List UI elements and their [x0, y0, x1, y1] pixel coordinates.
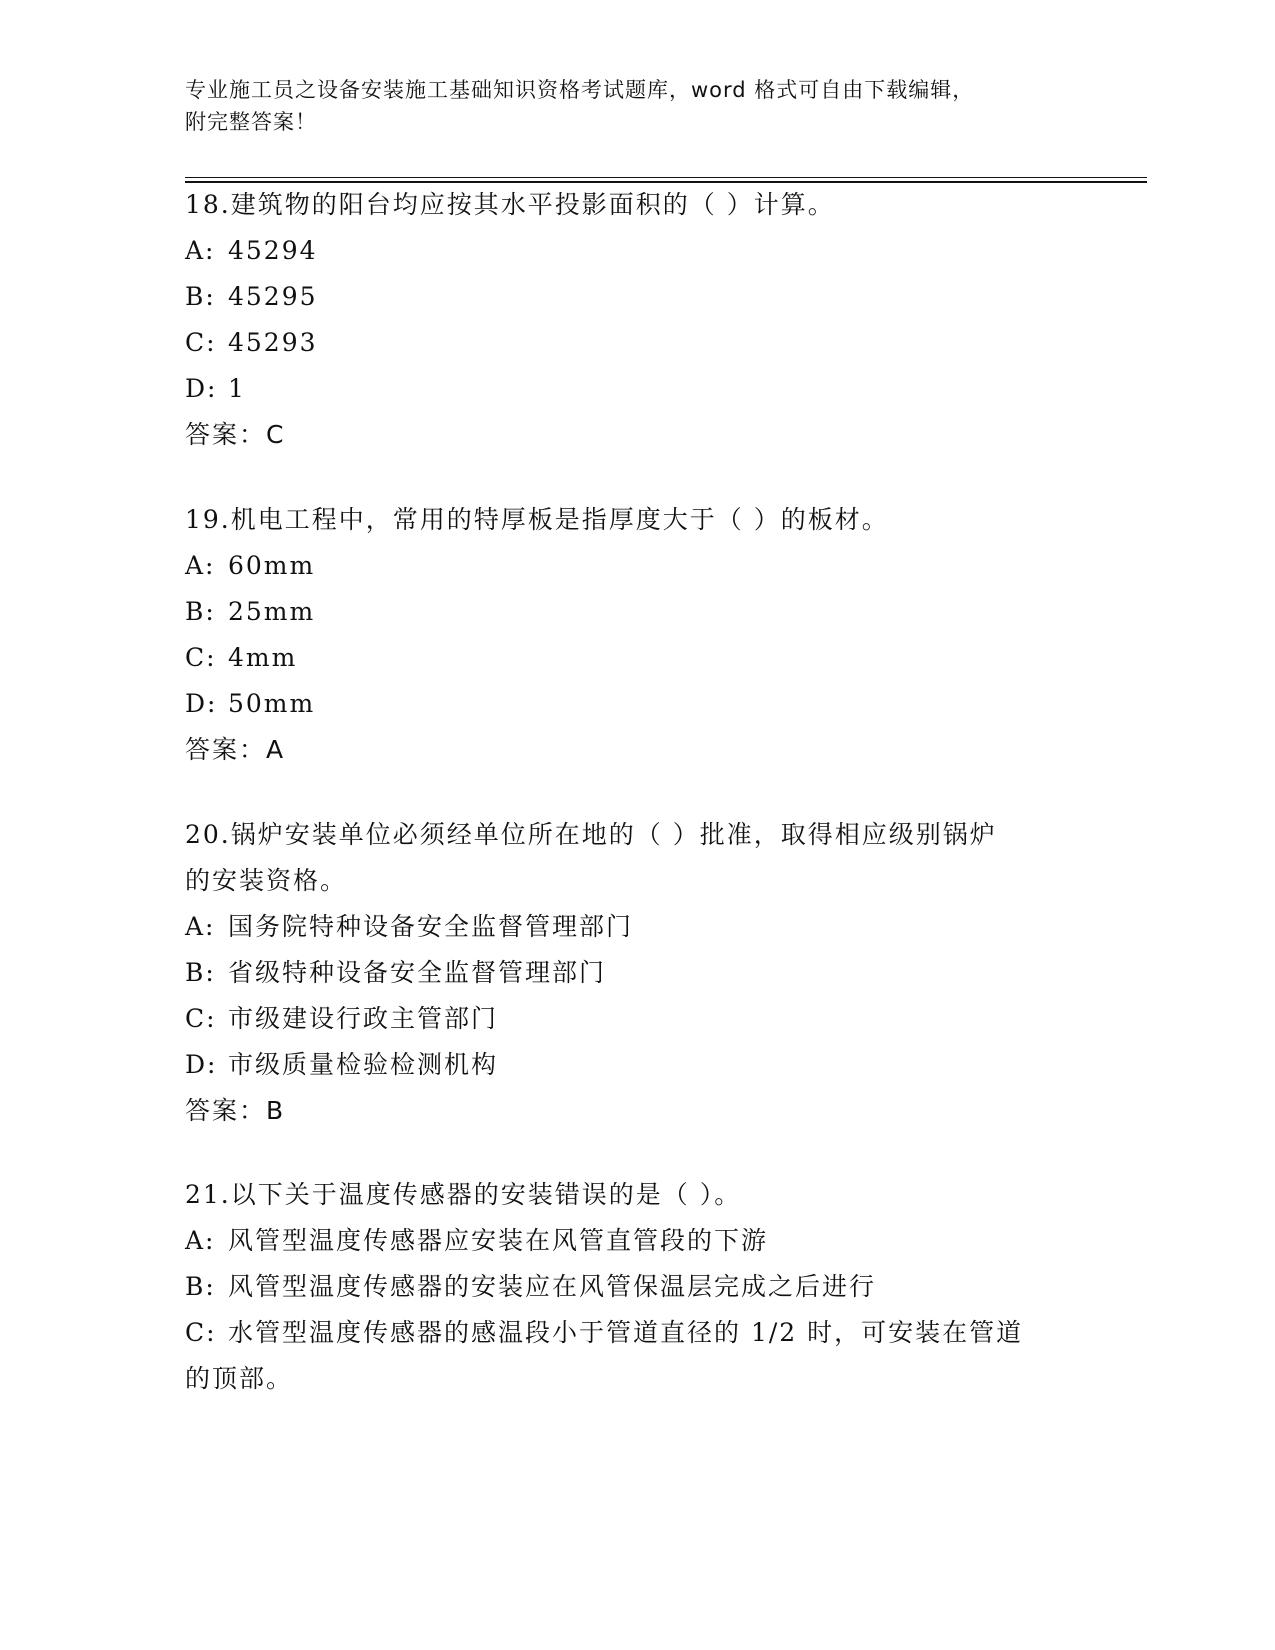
option-b: [185, 274, 1085, 320]
option-text: 1: [228, 374, 246, 403]
option-d: [185, 366, 1085, 412]
option-text: 45295: [228, 282, 318, 311]
question-stem-line-1: 20.锅炉安装单位必须经单位所在地的（ ）批准，取得相应级别锅炉: [185, 820, 997, 849]
header-line-1: 专业施工员之设备安装施工基础知识资格考试题库，word 格式可自由下载编辑，: [185, 78, 975, 102]
option-b: [185, 589, 1085, 635]
option-key: D:: [185, 689, 218, 718]
option-key: A:: [185, 551, 216, 580]
option-text: 4mm: [228, 643, 298, 672]
option-key: D:: [185, 1050, 218, 1079]
answer-line: 答案：C: [185, 420, 286, 449]
option-text: 市级建设行政主管部门: [228, 1004, 499, 1033]
option-c-continuation: 的顶部。: [185, 1364, 294, 1393]
option-text: 省级特种设备安全监督管理部门: [228, 958, 607, 987]
option-d: [185, 681, 1085, 727]
question-21: [185, 1172, 1085, 1402]
question-stem-line-2: 的安装资格。: [185, 866, 348, 895]
option-d: [185, 1042, 1085, 1088]
option-a: [185, 904, 1085, 950]
question-19: [185, 497, 1085, 773]
question-stem: 18.建筑物的阳台均应按其水平投影面积的（ ）计算。: [185, 190, 835, 219]
option-key: B:: [185, 597, 216, 626]
question-18: [185, 182, 1085, 458]
option-key: C:: [185, 328, 217, 357]
question-stem: 19.机电工程中，常用的特厚板是指厚度大于（ ）的板材。: [185, 505, 889, 534]
option-c: [185, 635, 1085, 681]
option-c: [185, 996, 1085, 1042]
option-a: [185, 228, 1085, 274]
question-20: [185, 812, 1085, 1134]
option-key: C:: [185, 1004, 217, 1033]
document-header: [185, 74, 1085, 138]
option-text: 风管型温度传感器的安装应在风管保温层完成之后进行: [228, 1272, 877, 1301]
option-key: B:: [185, 958, 216, 987]
option-text: 风管型温度传感器应安装在风管直管段的下游: [228, 1226, 769, 1255]
option-text: 45293: [228, 328, 318, 357]
option-key: A:: [185, 912, 216, 941]
option-key: B:: [185, 1272, 216, 1301]
answer-line: 答案：B: [185, 1096, 286, 1125]
option-key: D:: [185, 374, 218, 403]
option-key: A:: [185, 236, 216, 265]
option-text: 45294: [228, 236, 318, 265]
option-key: B:: [185, 282, 216, 311]
option-key: C:: [185, 643, 217, 672]
answer-line: 答案：A: [185, 735, 286, 764]
question-stem: 21.以下关于温度传感器的安装错误的是（ ）。: [185, 1180, 742, 1209]
option-key: A:: [185, 1226, 216, 1255]
option-b: [185, 1264, 1085, 1310]
option-b: [185, 950, 1085, 996]
option-text: 国务院特种设备安全监督管理部门: [228, 912, 634, 941]
option-text: 60mm: [228, 551, 316, 580]
option-a: [185, 543, 1085, 589]
option-text: 水管型温度传感器的感温段小于管道直径的 1/2 时，可安装在管道: [228, 1318, 1024, 1347]
header-line-2: 附完整答案！: [185, 110, 317, 134]
option-c: [185, 320, 1085, 366]
option-c: [185, 1310, 1085, 1356]
option-text: 市级质量检验检测机构: [228, 1050, 499, 1079]
option-a: [185, 1218, 1085, 1264]
option-key: C:: [185, 1318, 217, 1347]
header-divider-thin: [185, 177, 1147, 178]
option-text: 25mm: [228, 597, 316, 626]
option-text: 50mm: [228, 689, 316, 718]
